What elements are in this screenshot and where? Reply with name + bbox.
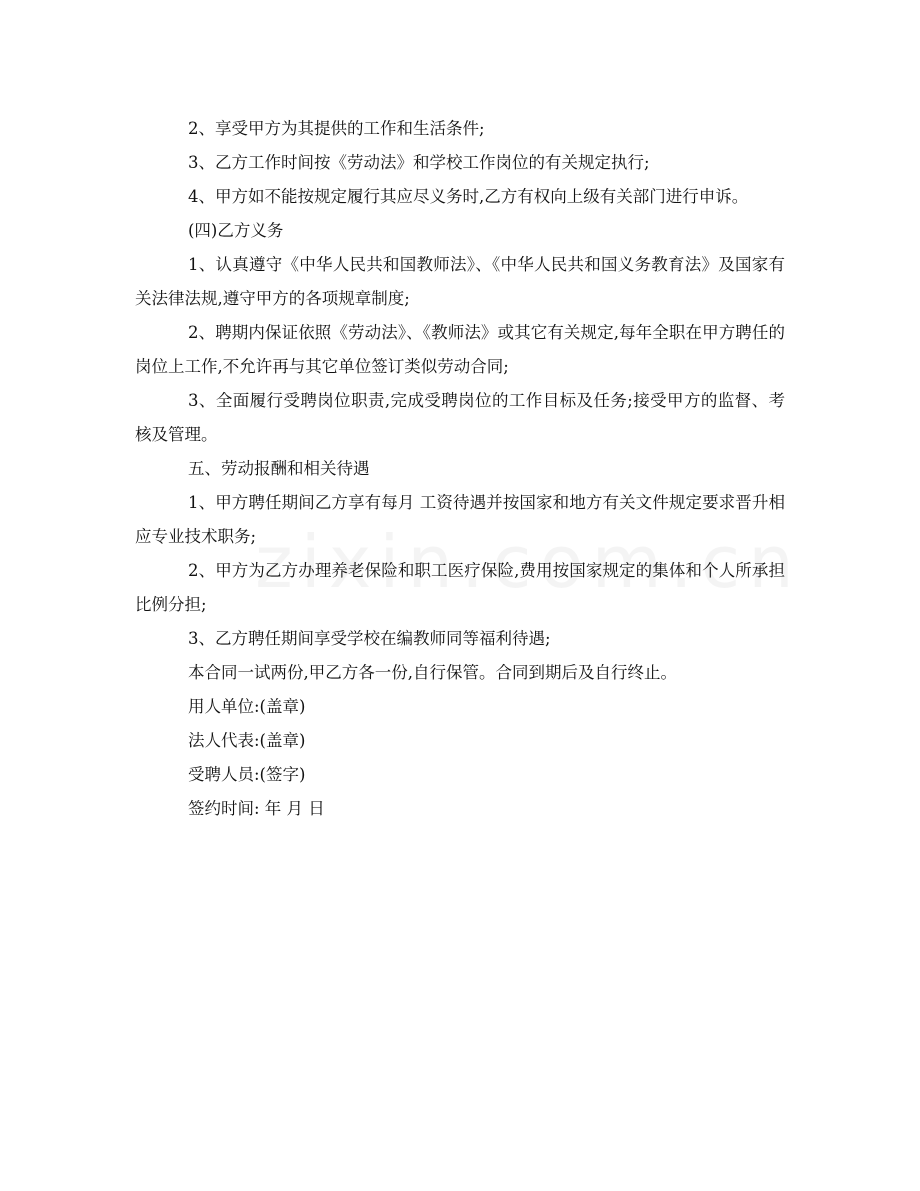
paragraph-duty-3: 3、全面履行受聘岗位职责,完成受聘岗位的工作目标及任务;接受甲方的监督、考核及管理。 xyxy=(135,391,785,444)
document-body xyxy=(135,112,785,826)
signing-date: 签约时间: 年 月 日 xyxy=(188,799,325,818)
paragraph-right-2: 2、享受甲方为其提供的工作和生活条件; xyxy=(188,119,485,138)
paragraph-duty-2: 2、聘期内保证依照《劳动法》、《教师法》或其它有关规定,每年全职在甲方聘任的岗位上工作,不允许再与其它单位签订类似劳动合同; xyxy=(135,323,785,376)
signature-employee: 受聘人员:(签字) xyxy=(188,765,306,784)
paragraph-compensation-3: 3、乙方聘任期间享受学校在编教师同等福利待遇; xyxy=(188,629,551,648)
signature-employer: 用人单位:(盖章) xyxy=(188,697,306,716)
paragraph-duty-1: 1、认真遵守《中华人民共和国教师法》、《中华人民共和国义务教育法》及国家有关法律法规,遵守甲方的各项规章制度; xyxy=(135,255,785,308)
section-heading-compensation: 五、劳动报酬和相关待遇 xyxy=(188,459,370,478)
signature-legal-representative: 法人代表:(盖章) xyxy=(188,731,306,750)
paragraph-copies: 本合同一试两份,甲乙方各一份,自行保管。合同到期后及自行终止。 xyxy=(188,663,677,682)
paragraph-right-3: 3、乙方工作时间按《劳动法》和学校工作岗位的有关规定执行; xyxy=(188,153,650,172)
paragraph-right-4: 4、甲方如不能按规定履行其应尽义务时,乙方有权向上级有关部门进行申诉。 xyxy=(188,187,749,206)
paragraph-compensation-2: 2、甲方为乙方办理养老保险和职工医疗保险,费用按国家规定的集体和个人所承担比例分担; xyxy=(135,561,785,614)
section-heading-duties: (四)乙方义务 xyxy=(188,221,284,240)
paragraph-compensation-1: 1、甲方聘任期间乙方享有每月 工资待遇并按国家和地方有关文件规定要求晋升相应专业技术职务; xyxy=(135,493,785,546)
